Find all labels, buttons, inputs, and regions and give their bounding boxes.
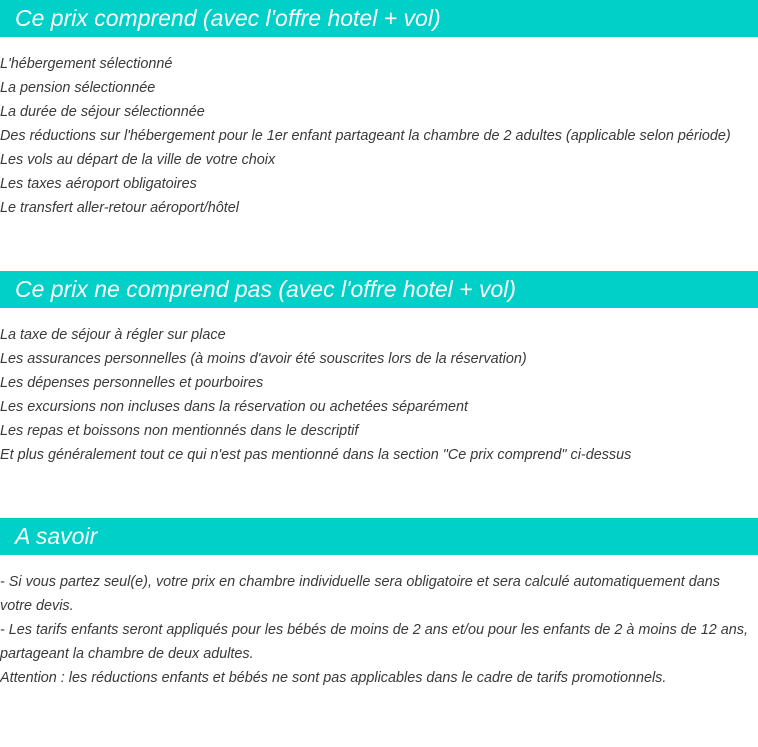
price-excludes-section bbox=[0, 271, 758, 467]
list-item: Et plus généralement tout ce qui n'est pas mentionné dans la section "Ce prix comprend" ci-dessus bbox=[0, 447, 632, 463]
info-paragraph: - Les tarifs enfants seront appliqués pour les bébés de moins de 2 ans et/ou pour les enfants de 2 à moins de 12 ans, partageant la chambre de deux adultes. bbox=[0, 622, 748, 662]
list-item: Les assurances personnelles (à moins d'avoir été souscrites lors de la réservation) bbox=[0, 351, 527, 367]
list-item: L'hébergement sélectionné bbox=[0, 56, 173, 72]
list-item: La pension sélectionnée bbox=[0, 80, 156, 96]
list-item: La durée de séjour sélectionnée bbox=[0, 104, 205, 120]
list-item: Les dépenses personnelles et pourboires bbox=[0, 375, 264, 391]
list-item: Des réductions sur l'hébergement pour le 1er enfant partageant la chambre de 2 adultes (applicable selon période) bbox=[0, 128, 731, 144]
list-item: Les vols au départ de la ville de votre choix bbox=[0, 152, 276, 168]
price-excludes-heading: Ce prix ne comprend pas (avec l'offre hotel + vol) bbox=[0, 271, 758, 308]
info-paragraph: Attention : les réductions enfants et bébés ne sont pas applicables dans le cadre de tarifs promotionnels. bbox=[0, 670, 667, 686]
price-includes-list bbox=[0, 52, 758, 220]
price-includes-heading: Ce prix comprend (avec l'offre hotel + vol) bbox=[0, 0, 758, 37]
list-item: Les excursions non incluses dans la réservation ou achetées séparément bbox=[0, 399, 468, 415]
price-includes-section bbox=[0, 0, 758, 220]
list-item: Les repas et boissons non mentionnés dans le descriptif bbox=[0, 423, 359, 439]
list-item: Le transfert aller-retour aéroport/hôtel bbox=[0, 200, 239, 216]
good-to-know-section bbox=[0, 518, 758, 690]
list-item: La taxe de séjour à régler sur place bbox=[0, 327, 226, 343]
list-item: Les taxes aéroport obligatoires bbox=[0, 176, 197, 192]
good-to-know-heading: A savoir bbox=[0, 518, 758, 555]
info-paragraph: - Si vous partez seul(e), votre prix en chambre individuelle sera obligatoire et sera calculé automatiquement dans votre devis. bbox=[0, 574, 720, 614]
price-excludes-list bbox=[0, 323, 758, 467]
